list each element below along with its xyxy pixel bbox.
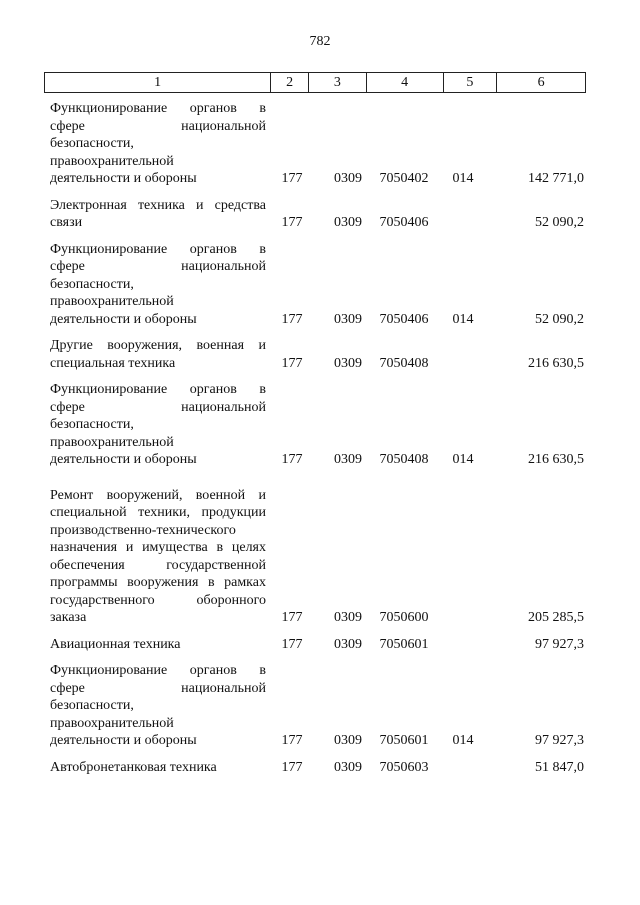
expense-type-code: 014 (452, 311, 474, 327)
amount: 142 771,0 (528, 171, 584, 186)
section-code: 0309 (334, 610, 362, 625)
description-line: специальной техники, продукции (50, 505, 266, 520)
ministry-code: 177 (281, 215, 303, 230)
target-article-code: 7050600 (379, 610, 429, 625)
target-article-code: 7050408 (379, 452, 429, 467)
description-line: заказа (50, 610, 87, 625)
column-header-5: 5 (443, 73, 497, 92)
description-line: сфере национальной (50, 118, 266, 134)
column-header-4: 4 (366, 73, 443, 92)
target-article-code: 7050406 (379, 215, 429, 230)
amount: 216 630,5 (528, 355, 584, 371)
description-line: сфере национальной (50, 680, 266, 696)
section-code: 0309 (334, 311, 362, 327)
row-description (50, 487, 266, 627)
description-line: назначения и имущества в целях (50, 540, 266, 555)
description-line: безопасности, (50, 136, 134, 151)
target-article-code: 7050408 (379, 355, 429, 371)
table-row (0, 487, 640, 627)
description-line: Другие вооружения, военная и (50, 338, 266, 353)
table-row (0, 381, 640, 469)
table-row (0, 100, 640, 188)
description-line: безопасности, (50, 417, 134, 432)
description-line: безопасности, (50, 698, 134, 713)
row-values (0, 759, 640, 777)
section-code: 0309 (334, 171, 362, 186)
ministry-code: 177 (281, 452, 303, 467)
description-line: Функционирование органов в (50, 101, 266, 116)
section-code: 0309 (334, 355, 362, 371)
column-header-1: 1 (154, 74, 162, 90)
expense-type-code: 014 (452, 733, 474, 748)
description-line: правоохранительной (50, 715, 174, 731)
description-line: деятельности и обороны (50, 171, 197, 186)
description-line: сфере национальной (50, 259, 266, 274)
description-line: деятельности и обороны (50, 311, 197, 327)
row-values (0, 609, 640, 627)
row-values (0, 170, 640, 188)
target-article-code: 7050603 (379, 759, 429, 775)
amount: 51 847,0 (535, 759, 584, 775)
row-values (0, 732, 640, 750)
description-line: Функционирование органов в (50, 382, 266, 397)
ministry-code: 177 (281, 759, 303, 775)
description-line: безопасности, (50, 276, 134, 292)
amount: 216 630,5 (528, 452, 584, 467)
target-article-code: 7050402 (379, 171, 429, 186)
description-line: Функционирование органов в (50, 241, 266, 257)
description-line: сфере национальной (50, 399, 266, 415)
ministry-code: 177 (281, 733, 303, 748)
column-header-6: 6 (496, 73, 585, 92)
target-article-code: 7050406 (379, 311, 429, 327)
description-line: программы вооружения в рамках (50, 575, 266, 590)
ministry-code: 177 (281, 311, 303, 327)
description-line: Автобронетанковая техника (50, 759, 217, 775)
table-row (0, 337, 640, 372)
row-values (0, 214, 640, 232)
target-article-code: 7050601 (379, 636, 429, 652)
description-line: специальная техника (50, 355, 176, 371)
column-header-2: 2 (270, 73, 308, 92)
table-row (0, 197, 640, 232)
description-line: Функционирование органов в (50, 663, 266, 678)
description-line: связи (50, 215, 83, 230)
description-line: государственного оборонного (50, 592, 266, 608)
ministry-code: 177 (281, 171, 303, 186)
row-values (0, 311, 640, 329)
page-number: 782 (309, 34, 331, 49)
column-header-row (44, 72, 586, 93)
table-row (0, 241, 640, 329)
column-header-3: 3 (308, 73, 366, 92)
ministry-code: 177 (281, 636, 303, 652)
amount: 52 090,2 (535, 311, 584, 327)
row-values (0, 355, 640, 373)
table-row (0, 636, 640, 654)
table-body (0, 100, 640, 785)
description-line: Авиационная техника (50, 636, 181, 652)
section-code: 0309 (334, 636, 362, 652)
amount: 52 090,2 (535, 215, 584, 230)
ministry-code: 177 (281, 610, 303, 625)
description-line: деятельности и обороны (50, 733, 197, 748)
description-line: производственно-технического (50, 522, 236, 538)
section-code: 0309 (334, 759, 362, 775)
row-values (0, 451, 640, 469)
section-code: 0309 (334, 452, 362, 467)
amount: 205 285,5 (528, 610, 584, 625)
amount: 97 927,3 (535, 636, 584, 652)
section-code: 0309 (334, 215, 362, 230)
description-line: Электронная техника и средства (50, 197, 266, 213)
ministry-code: 177 (281, 355, 303, 371)
description-line: Ремонт вооружений, военной и (50, 487, 266, 503)
description-line: правоохранительной (50, 294, 174, 309)
amount: 97 927,3 (535, 733, 584, 748)
expense-type-code: 014 (452, 171, 474, 186)
table-row (0, 662, 640, 750)
target-article-code: 7050601 (379, 733, 429, 748)
row-values (0, 636, 640, 654)
description-line: правоохранительной (50, 153, 174, 169)
section-code: 0309 (334, 733, 362, 748)
expense-type-code: 014 (452, 452, 474, 467)
table-row (0, 759, 640, 777)
description-line: деятельности и обороны (50, 452, 197, 467)
description-line: обеспечения государственной (50, 557, 266, 573)
description-line: правоохранительной (50, 434, 174, 450)
